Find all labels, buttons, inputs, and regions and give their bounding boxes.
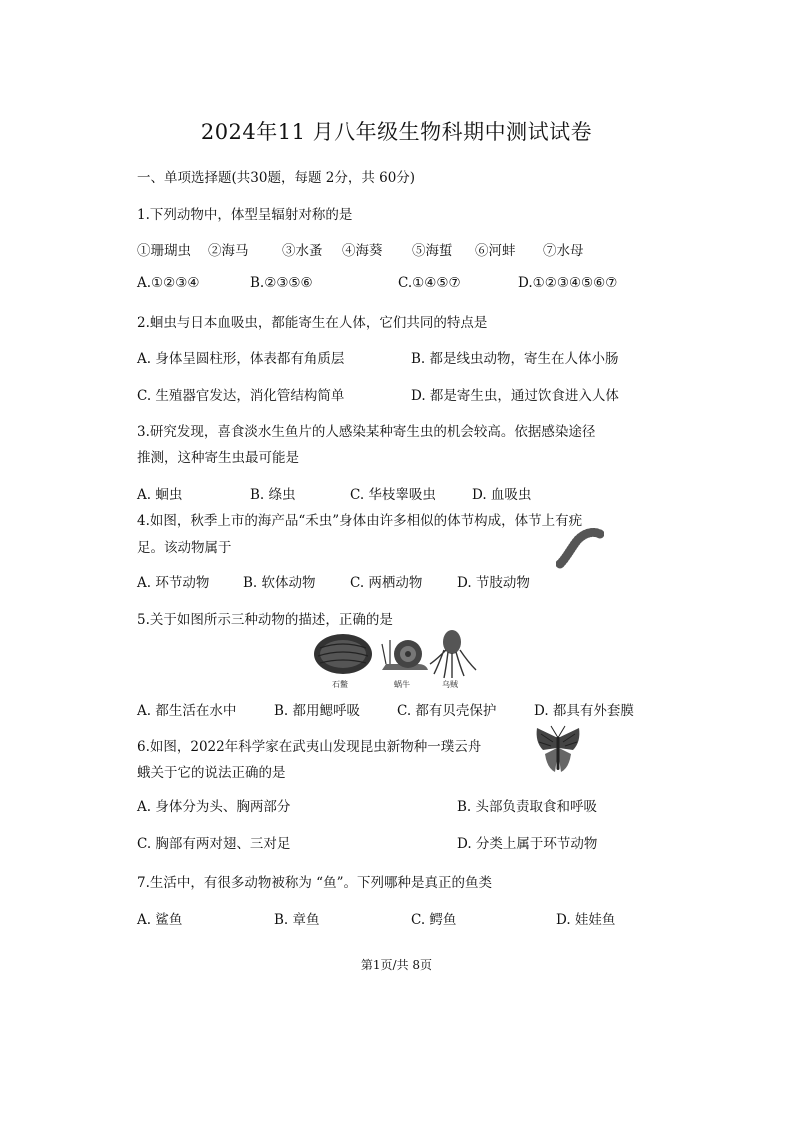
q7-option-c: C. 鳄鱼 <box>411 912 457 928</box>
q4-stem-line2: 足。该动物属于 <box>137 540 232 556</box>
q6-option-a: A. 身体分为头、胸两部分 <box>137 799 291 815</box>
section-heading: 一、单项选择题(共30题，每题 2分，共 60分) <box>137 170 416 186</box>
q4-stem-line1: 4.如图，秋季上市的海产品“禾虫”身体由许多相似的体节构成，体节上有疣 <box>137 513 583 529</box>
q4-option-a: A. 环节动物 <box>137 575 210 591</box>
squid-icon <box>430 630 476 678</box>
q3-stem-line1: 3.研究发现，喜食淡水生鱼片的人感染某种寄生虫的机会较高。依据感染途径 <box>137 424 596 440</box>
q1-item: ②海马 <box>208 243 249 259</box>
q3-option-b: B. 绦虫 <box>250 487 296 503</box>
caption-chiton: 石鳖 <box>332 680 348 689</box>
q1-item: ⑥河蚌 <box>475 243 516 259</box>
q1-option-b: B.②③⑤⑥ <box>250 275 313 291</box>
exam-title: 2024年11 月八年级生物科期中测试试卷 <box>200 120 593 144</box>
chiton-icon <box>314 634 372 674</box>
q1-item: ⑤海蜇 <box>412 243 453 259</box>
q6-stem-line1: 6.如图，2022年科学家在武夷山发现昆虫新物种一璞云舟 <box>137 739 482 755</box>
q1-item: ①珊瑚虫 <box>137 243 191 259</box>
q5-option-d: D. 都具有外套膜 <box>534 703 634 719</box>
q4-option-d: D. 节肢动物 <box>457 575 530 591</box>
q5-stem: 5.关于如图所示三种动物的描述，正确的是 <box>137 612 393 628</box>
snail-icon <box>382 640 428 670</box>
q3-option-c: C. 华枝睾吸虫 <box>350 487 436 503</box>
three-mollusks-illustration <box>310 626 485 690</box>
q2-option-b: B. 都是线虫动物，寄生在人体小肠 <box>411 351 619 367</box>
q7-option-a: A. 鲨鱼 <box>137 912 183 928</box>
q1-option-d: D.①②③④⑤⑥⑦ <box>518 275 618 291</box>
caption-snail: 蜗牛 <box>394 680 410 689</box>
q1-item: ④海葵 <box>342 243 383 259</box>
q1-item: ③水蚤 <box>282 243 323 259</box>
q7-option-d: D. 娃娃鱼 <box>556 912 616 928</box>
q5-option-c: C. 都有贝壳保护 <box>397 703 497 719</box>
q4-option-c: C. 两栖动物 <box>350 575 423 591</box>
q2-option-c: C. 生殖器官发达，消化管结构简单 <box>137 388 345 404</box>
q1-option-c: C.①④⑤⑦ <box>398 275 461 291</box>
clam-worm-illustration <box>556 528 604 570</box>
q3-option-a: A. 蛔虫 <box>137 487 183 503</box>
q6-stem-line2: 蛾关于它的说法正确的是 <box>137 765 286 781</box>
q7-stem: 7.生活中，有很多动物被称为 “鱼”。下列哪种是真正的鱼类 <box>137 875 492 891</box>
q3-stem-line2: 推测，这种寄生虫最可能是 <box>137 450 299 466</box>
q3-option-d: D. 血吸虫 <box>472 487 532 503</box>
q2-option-d: D. 都是寄生虫，通过饮食进入人体 <box>411 388 619 404</box>
q6-option-c: C. 胸部有两对翅、三对足 <box>137 836 291 852</box>
q2-stem: 2.蛔虫与日本血吸虫，都能寄生在人体，它们共同的特点是 <box>137 315 488 331</box>
caption-squid: 乌贼 <box>442 680 458 689</box>
q4-option-b: B. 软体动物 <box>243 575 316 591</box>
q1-option-a: A.①②③④ <box>137 275 200 291</box>
moth-illustration <box>533 724 583 778</box>
q5-option-a: A. 都生活在水中 <box>137 703 237 719</box>
q6-option-d: D. 分类上属于环节动物 <box>457 836 598 852</box>
q6-option-b: B. 头部负责取食和呼吸 <box>457 799 598 815</box>
q2-option-a: A. 身体呈圆柱形，体表都有角质层 <box>137 351 345 367</box>
q1-stem: 1.下列动物中，体型呈辐射对称的是 <box>137 207 353 223</box>
q7-option-b: B. 章鱼 <box>274 912 320 928</box>
page-footer: 第1页/共 8页 <box>360 958 433 972</box>
q1-item: ⑦水母 <box>543 243 584 259</box>
q5-option-b: B. 都用鳃呼吸 <box>274 703 361 719</box>
